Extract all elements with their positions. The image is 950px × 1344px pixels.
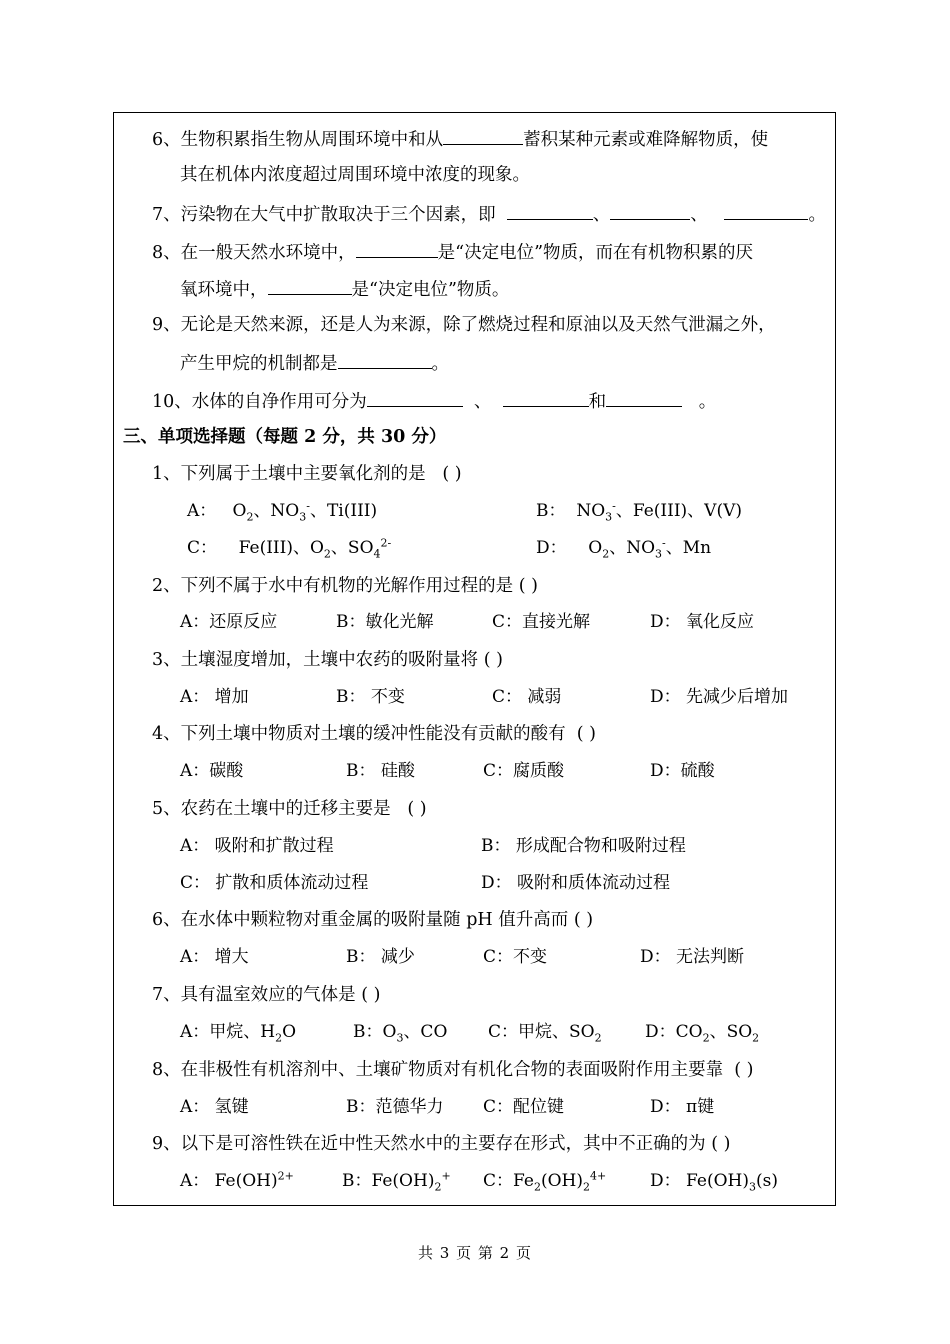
- mc-q5-option-c[interactable]: C： 扩散和质体流动过程: [180, 873, 369, 893]
- mc-q1-option-b[interactable]: B： $NO_3^-$、Fe(III)、V(V): [536, 499, 742, 524]
- fill-q8-text-c: 氧环境中，: [180, 280, 268, 300]
- stem-text: 1、下列属于土壤中主要氧化剂的是: [152, 464, 426, 484]
- mc-q5-option-d[interactable]: D： 吸附和质体流动过程: [481, 873, 671, 893]
- blank[interactable]: [367, 388, 463, 407]
- mc-q7-option-c[interactable]: C：甲烷、$SO_2$: [488, 1022, 602, 1045]
- blank[interactable]: [724, 201, 808, 220]
- answer-slot[interactable]: ( ): [407, 799, 427, 819]
- fill-q6-text-b: 蓄积某种元素或难降解物质，使: [523, 130, 769, 150]
- stem-text: 9、以下是可溶性铁在近中性天然水中的主要存在形式，其中不正确的为: [152, 1134, 706, 1154]
- mc-q3-stem: [152, 648, 503, 672]
- mc-q3-option-b[interactable]: B： 不变: [336, 687, 405, 707]
- fill-q8-text-d: 是“决定电位”物质。: [351, 280, 510, 300]
- mc-q6-option-d[interactable]: D： 无法判断: [640, 947, 745, 967]
- fill-q10-text: 10、水体的自净作用可分为: [152, 392, 367, 412]
- mc-q2-option-b[interactable]: B：敏化光解: [336, 612, 434, 632]
- answer-slot[interactable]: ( ): [576, 724, 596, 744]
- mc-q6-stem: [152, 908, 593, 932]
- mc-q9-option-c[interactable]: C：$Fe_2(OH)_2^{4+}$: [483, 1169, 607, 1194]
- mc-q9-option-d[interactable]: D： $Fe(OH)_3(s)$: [650, 1171, 778, 1194]
- mc-q6-option-c[interactable]: C：不变: [483, 947, 548, 967]
- fill-q6-line2: 其在机体内浓度超过周围环境中浓度的现象。: [180, 165, 530, 185]
- separator: 、: [473, 392, 492, 412]
- fill-q9-line1: 9、无论是天然来源，还是人为来源，除了燃烧过程和原油以及天然气泄漏之外，: [152, 315, 776, 335]
- mc-q9-stem: [152, 1132, 730, 1156]
- blank[interactable]: [443, 126, 523, 145]
- stem-text: 7、具有温室效应的气体是: [152, 985, 356, 1005]
- separator: 、: [592, 205, 611, 225]
- answer-slot[interactable]: ( ): [483, 650, 503, 670]
- mc-q8-stem: [152, 1058, 754, 1082]
- period: 。: [698, 392, 717, 412]
- mc-q6-option-a[interactable]: A： 增大: [180, 947, 249, 967]
- separator: 和: [588, 392, 607, 412]
- fill-q8-line2: [180, 276, 509, 302]
- fill-q7: [152, 201, 826, 227]
- fill-q7-text: 7、污染物在大气中扩散取决于三个因素，即: [152, 205, 496, 225]
- mc-q1-option-d[interactable]: D： $O_2$、$NO_3^-$、Mn: [536, 536, 712, 561]
- fill-q9-line2: [180, 350, 449, 376]
- answer-slot[interactable]: ( ): [361, 985, 381, 1005]
- mc-q8-option-a[interactable]: A： 氢键: [180, 1097, 249, 1117]
- mc-q4-option-b[interactable]: B： 硅酸: [346, 761, 415, 781]
- stem-text: 5、农药在土壤中的迁移主要是: [152, 799, 391, 819]
- answer-slot[interactable]: ( ): [518, 576, 538, 596]
- blank[interactable]: [503, 388, 589, 407]
- fill-q10: [152, 388, 716, 414]
- mc-q2-option-c[interactable]: C：直接光解: [492, 612, 591, 632]
- mc-q4-option-a[interactable]: A：碳酸: [180, 761, 244, 781]
- mc-q3-option-d[interactable]: D： 先减少后增加: [650, 687, 789, 707]
- mc-q4-stem: [152, 722, 596, 746]
- mc-q3-option-a[interactable]: A： 增加: [180, 687, 249, 707]
- mc-q9-option-b[interactable]: B：$Fe(OH)_2^+$: [342, 1169, 451, 1194]
- mc-q3-option-c[interactable]: C： 减弱: [492, 687, 562, 707]
- fill-q8-line1: [152, 239, 753, 265]
- answer-slot[interactable]: ( ): [711, 1134, 731, 1154]
- mc-q2-option-a[interactable]: A：还原反应: [180, 612, 278, 632]
- mc-q7-option-d[interactable]: D：$CO_2$、$SO_2$: [645, 1022, 760, 1045]
- mc-q1-option-a[interactable]: A： $O_2$、$NO_3^-$、Ti(III): [187, 499, 378, 524]
- mc-q7-option-a[interactable]: A：甲烷、$H_2O$: [180, 1022, 297, 1045]
- mc-q5-option-a[interactable]: A： 吸附和扩散过程: [180, 836, 334, 856]
- fill-q9-text-b: 产生甲烷的机制都是: [180, 354, 338, 374]
- blank[interactable]: [507, 201, 593, 220]
- answer-slot[interactable]: ( ): [734, 1060, 754, 1080]
- mc-q8-option-c[interactable]: C：配位键: [483, 1097, 565, 1117]
- page-footer: 共 3 页 第 2 页: [418, 1244, 532, 1262]
- mc-q2-stem: [152, 574, 538, 598]
- mc-q1-option-c[interactable]: C： Fe(III)、$O_2$、$SO_4^{2-}$: [187, 536, 392, 561]
- stem-text: 4、下列土壤中物质对土壤的缓冲性能没有贡献的酸有: [152, 724, 566, 744]
- blank[interactable]: [356, 239, 438, 258]
- mc-q2-option-d[interactable]: D： 氧化反应: [650, 612, 755, 632]
- fill-q8-text-b: 是“决定电位”物质，而在有机物积累的厌: [437, 243, 754, 263]
- period: 。: [808, 205, 826, 225]
- period: 。: [431, 354, 449, 374]
- stem-text: 6、在水体中颗粒物对重金属的吸附量随 pH 值升高而: [152, 910, 569, 930]
- mc-q8-option-d[interactable]: D： π键: [650, 1097, 715, 1117]
- blank[interactable]: [338, 350, 432, 369]
- fill-q8-text-a: 8、在一般天然水环境中，: [152, 243, 356, 263]
- mc-q7-option-b[interactable]: B：$O_3$、CO: [353, 1022, 448, 1045]
- mc-q4-option-d[interactable]: D：硫酸: [650, 761, 715, 781]
- answer-slot[interactable]: ( ): [442, 464, 462, 484]
- mc-q9-option-a[interactable]: A： Fe(OH)$^{2+}$: [180, 1169, 294, 1191]
- blank[interactable]: [268, 276, 352, 295]
- mc-q6-option-b[interactable]: B： 减少: [346, 947, 415, 967]
- mc-q5-stem: [152, 797, 427, 821]
- separator: 、: [690, 205, 708, 225]
- mc-q8-option-b[interactable]: B：范德华力: [346, 1097, 444, 1117]
- fill-q6-text-a: 6、生物积累指生物从周围环境中和从: [152, 130, 444, 150]
- mc-q7-stem: [152, 983, 380, 1007]
- fill-q6-line1: [152, 126, 768, 152]
- mc-q5-option-b[interactable]: B： 形成配合物和吸附过程: [481, 836, 686, 856]
- answer-slot[interactable]: ( ): [573, 910, 594, 930]
- section-3-title: 三、单项选择题（每题 2 分，共 30 分）: [123, 427, 447, 447]
- stem-text: 8、在非极性有机溶剂中、土壤矿物质对有机化合物的表面吸附作用主要靠: [152, 1060, 724, 1080]
- mc-q1-stem: [152, 462, 462, 486]
- blank[interactable]: [606, 388, 682, 407]
- blank[interactable]: [610, 201, 690, 220]
- stem-text: 2、下列不属于水中有机物的光解作用过程的是: [152, 576, 514, 596]
- mc-q4-option-c[interactable]: C：腐质酸: [483, 761, 565, 781]
- stem-text: 3、土壤湿度增加，土壤中农药的吸附量将: [152, 650, 479, 670]
